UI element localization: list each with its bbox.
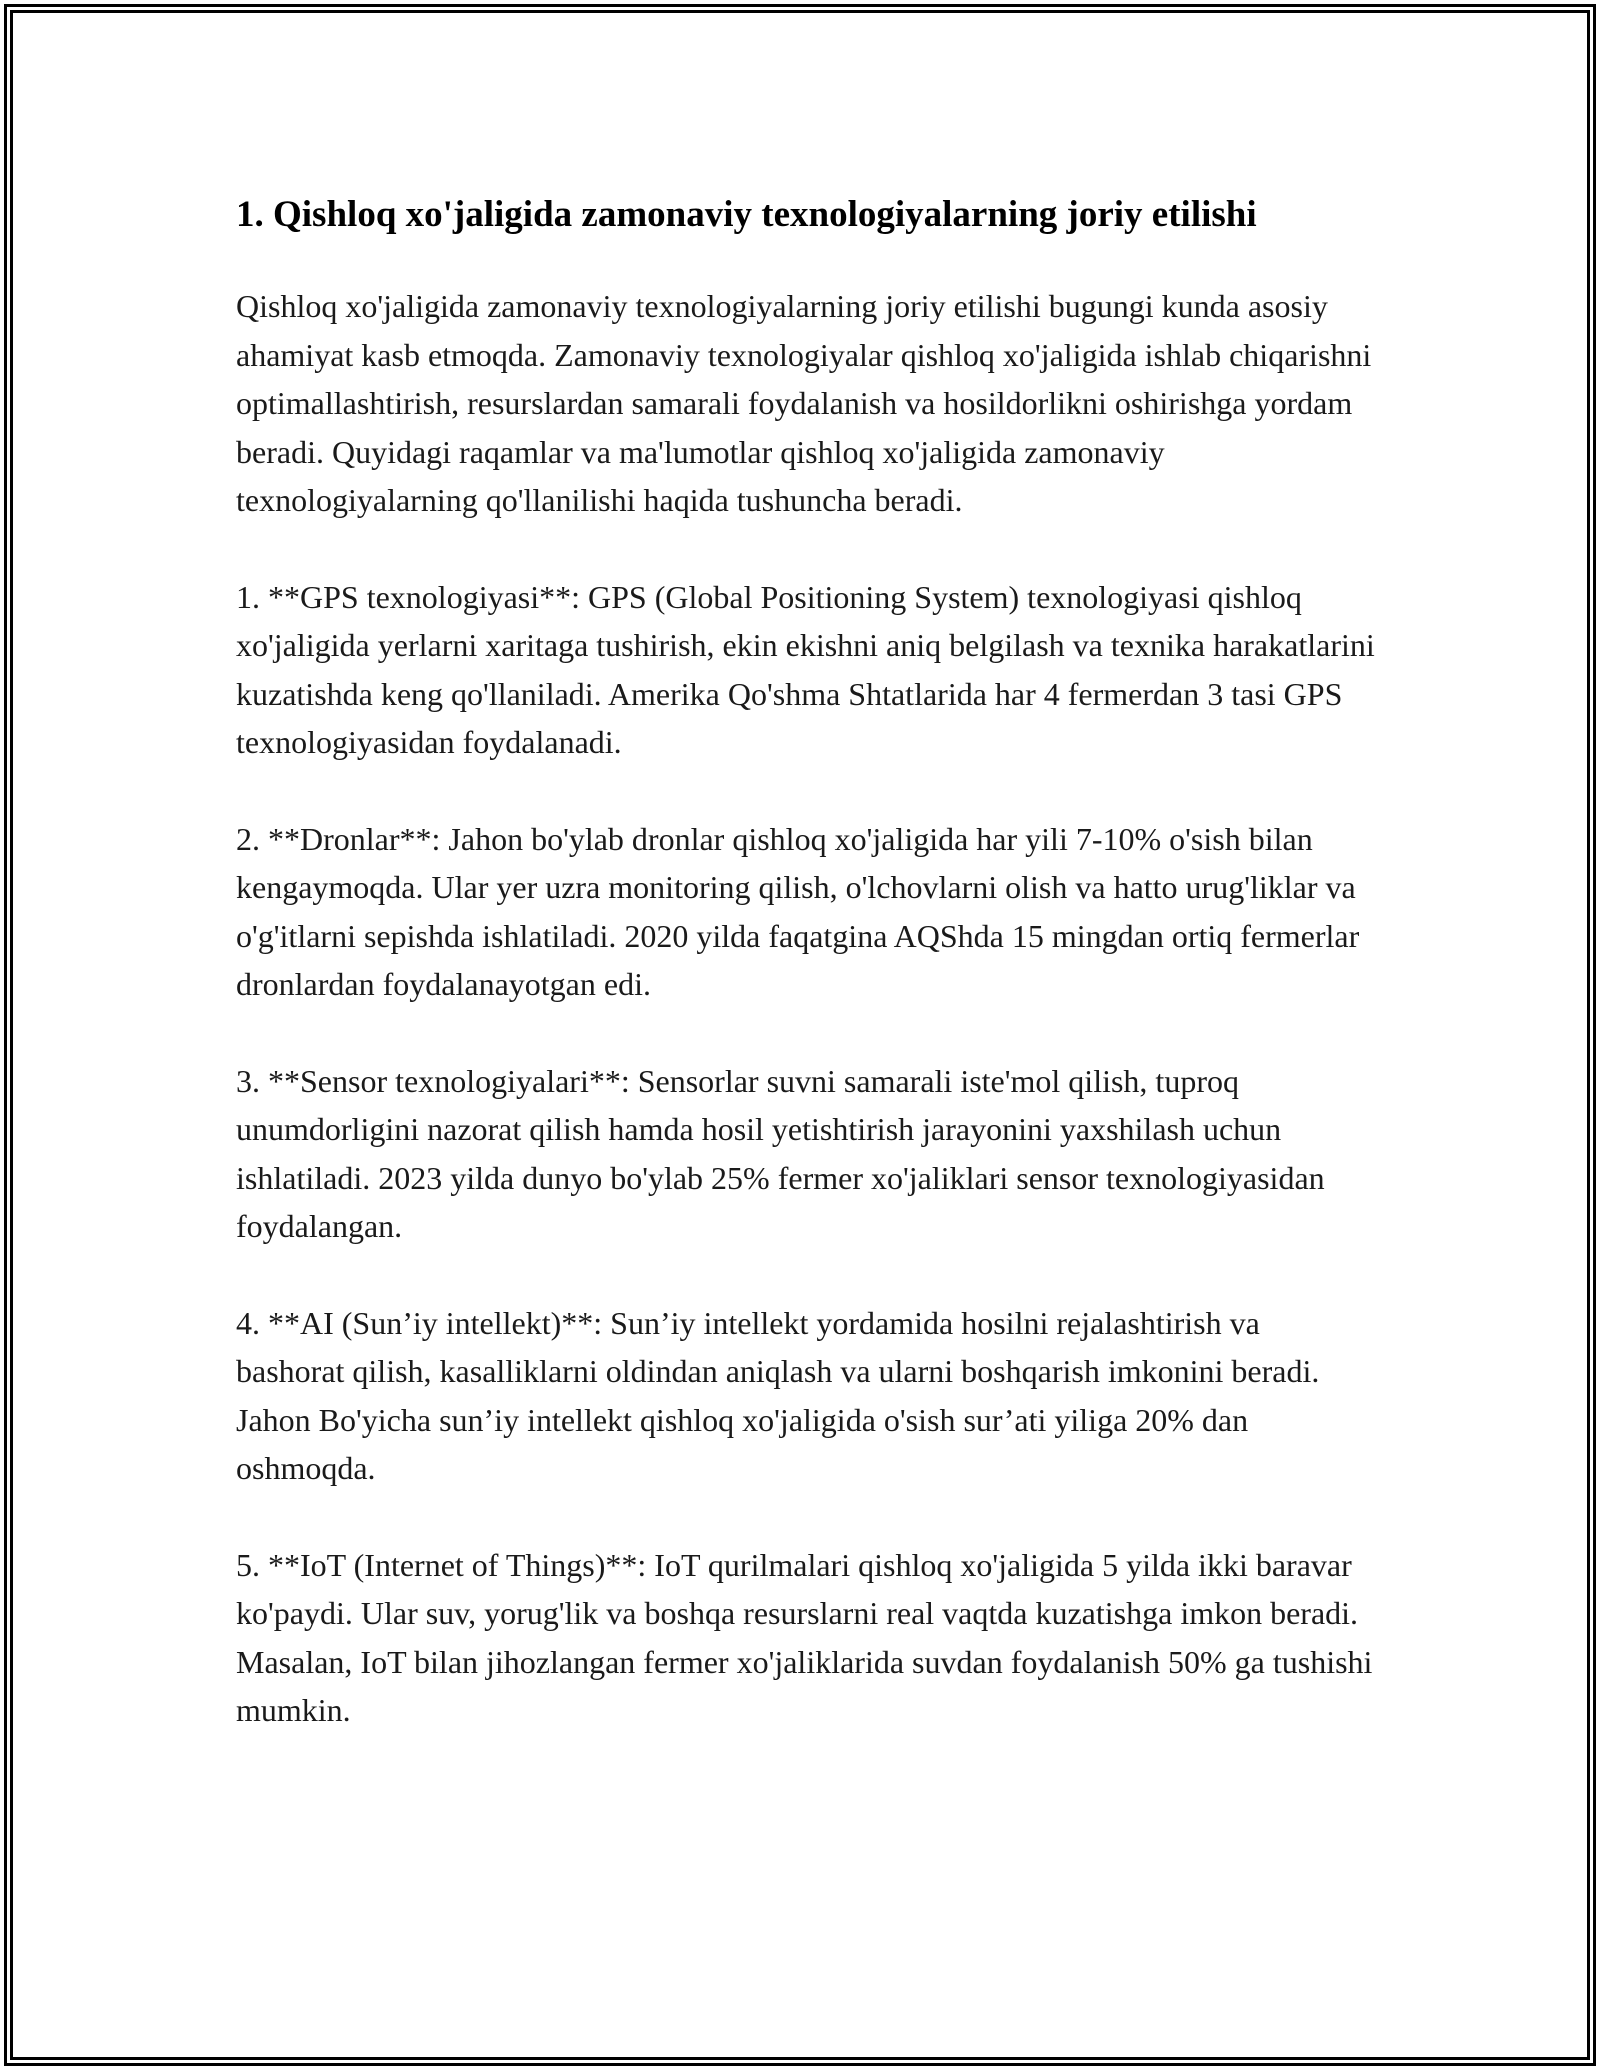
iot-paragraph: 5. **IoT (Internet of Things)**: IoT qurilmalari qishloq xo'jaligida 5 yilda ikki baravar ko'paydi. Ular suv, yorug'lik va boshqa resurslarni real vaqtda kuzatishga imkon beradi. Masalan, IoT bilan jihozlangan fermer xo'jaliklarida suvdan foydalanish 50% ga tushishi mumkin. (236, 1546, 1373, 1728)
document-title: 1. Qishloq xo'jaligida zamonaviy texnologiyalarning joriy etilishi (236, 194, 1257, 235)
drones-paragraph: 2. **Dronlar**: Jahon bo'ylab dronlar qishloq xo'jaligida har yili 7-10% o'sish bilan kengaymoqda. Ular yer uzra monitoring qilish, o'lchovlarni olish va hatto urug'liklar va o'g'itlarni sepishda ishlatiladi. 2020 yilda faqatgina AQShda 15 mingdan ortiq fermerlar dronlardan foydalanayotgan edi. (236, 820, 1360, 1002)
sensors-paragraph: 3. **Sensor texnologiyalari**: Sensorlar suvni samarali iste'mol qilish, tuproq unumdorligini nazorat qilish hamda hosil yetishtirish jarayonini yaxshilash uchun ishlatiladi. 2023 yilda dunyo bo'ylab 25% fermer xo'jaliklari sensor texnologiyasidan foydalangan. (236, 1062, 1325, 1244)
gps-paragraph: 1. **GPS texnologiyasi**: GPS (Global Positioning System) texnologiyasi qishloq xo'jaligida yerlarni xaritaga tushirish, ekin ekishni aniq belgilash va texnika harakatlarini kuzatishda keng qo'llaniladi. Amerika Qo'shma Shtatlarida har 4 fermerdan 3 tasi GPS texnologiyasidan foydalanadi. (236, 578, 1375, 760)
document-body (236, 188, 1376, 1783)
ai-paragraph: 4. **AI (Sun’iy intellekt)**: Sun’iy intellekt yordamida hosilni rejalashtirish va bashorat qilish, kasalliklarni oldindan aniqlash va ularni boshqarish imkonini beradi. Jahon Bo'yicha sun’iy intellekt qishloq xo'jaligida o'sish sur’ati yiliga 20% dan oshmoqda. (236, 1304, 1320, 1486)
intro-paragraph: Qishloq xo'jaligida zamonaviy texnologiyalarning joriy etilishi bugungi kunda asosiy ahamiyat kasb etmoqda. Zamonaviy texnologiyalar qishloq xo'jaligida ishlab chiqarishni optimallashtirish, resurslardan samarali foydalanish va hosildorlikni oshirishga yordam beradi. Quyidagi raqamlar va ma'lumotlar qishloq xo'jaligida zamonaviy texnologiyalarning qo'llanilishi haqida tushuncha beradi. (236, 288, 1372, 518)
